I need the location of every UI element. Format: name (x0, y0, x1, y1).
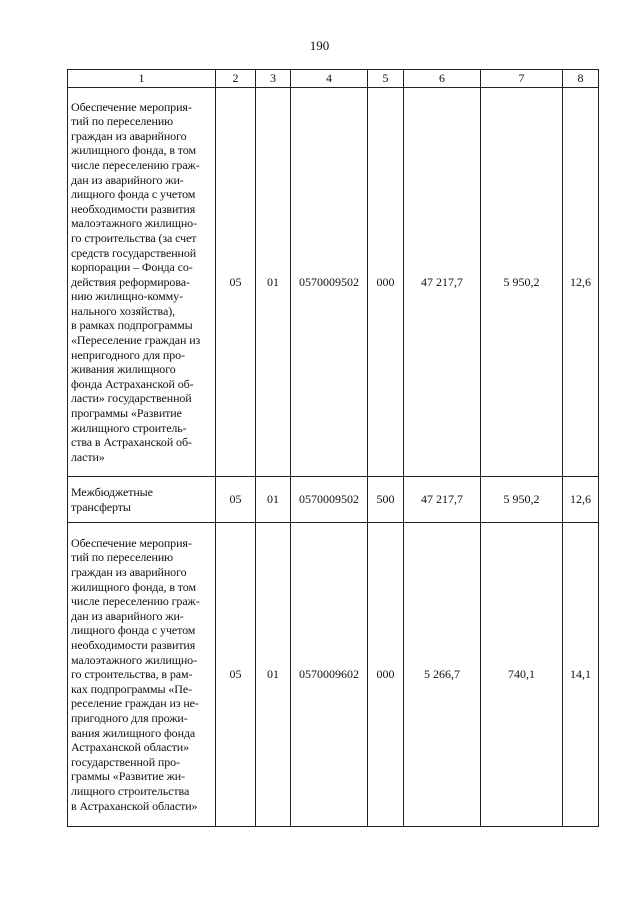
description-line: тий по переселению (71, 550, 174, 565)
description-line: живания жилищного (71, 362, 176, 377)
description-line: Астраханской области» (71, 740, 189, 755)
description-line: числе переселению граж- (71, 157, 200, 172)
description-line: малоэтажного жилищно- (71, 216, 197, 231)
description-line: корпорации – Фонда со- (71, 260, 193, 275)
description-line: малоэтажного жилищно- (71, 652, 197, 667)
description-line: действия реформирова- (71, 274, 190, 289)
description-line: го строительства (за счет (71, 230, 197, 245)
page-number: 190 (309, 38, 330, 53)
plan-cell: 47 217,7 (404, 477, 481, 523)
description-line: жилищного фонда, в том (71, 579, 196, 594)
header-cell-5: 5 (368, 70, 404, 88)
subsection-cell: 01 (256, 477, 291, 523)
description-line: в рамках подпрограммы (71, 318, 193, 333)
expense-type-cell: 500 (368, 477, 404, 523)
table-row (68, 523, 599, 827)
header-row (68, 70, 599, 88)
plan-cell: 47 217,7 (404, 88, 481, 477)
plan-cell: 5 266,7 (404, 523, 481, 827)
description-line: жилищного фонда, в том (71, 143, 196, 158)
actual-cell: 5 950,2 (481, 477, 563, 523)
header-cell-3: 3 (256, 70, 291, 88)
section-cell: 05 (216, 88, 256, 477)
description-line: ласти» (71, 449, 105, 464)
subsection-cell: 01 (256, 88, 291, 477)
actual-cell: 5 950,2 (481, 88, 563, 477)
subsection-cell: 01 (256, 523, 291, 827)
target-article-cell: 0570009502 (291, 477, 368, 523)
description-line: фонда Астраханской об- (71, 376, 194, 391)
description-line: тий по переселению (71, 114, 174, 129)
description-line: вания жилищного фонда (71, 725, 196, 740)
description-line: Обеспечение мероприя- (71, 99, 192, 114)
header-cell-4: 4 (291, 70, 368, 88)
description-line: «Переселение граждан из (71, 333, 201, 348)
percent-cell: 14,1 (563, 523, 599, 827)
description-line: необходимости развития (71, 638, 196, 653)
description-line: необходимости развития (71, 201, 196, 216)
expense-type-cell: 000 (368, 88, 404, 477)
description-line: граждан из аварийного (71, 565, 187, 580)
description-line: пригодного для прожи- (71, 710, 188, 725)
expense-type-cell: 000 (368, 523, 404, 827)
description-line: трансферты (71, 499, 131, 514)
description-cell (68, 523, 216, 827)
description-line: жилищного строитель- (71, 420, 187, 435)
description-line: непригодного для про- (71, 347, 185, 362)
description-line: нального хозяйства), (71, 303, 175, 318)
table-row (68, 88, 599, 477)
budget-table (67, 69, 599, 827)
description-line: лищного строительства (71, 783, 190, 798)
target-article-cell: 0570009602 (291, 523, 368, 827)
description-cell (68, 88, 216, 477)
header-cell-8: 8 (563, 70, 599, 88)
header-cell-7: 7 (481, 70, 563, 88)
description-line: го строительства, в рам- (71, 667, 193, 682)
description-line: ласти» государственной (71, 391, 192, 406)
description-line: дан из аварийного жи- (71, 608, 184, 623)
description-line: Межбюджетные (71, 484, 153, 499)
percent-cell: 12,6 (563, 477, 599, 523)
header-cell-2: 2 (216, 70, 256, 88)
header-cell-6: 6 (404, 70, 481, 88)
description-cell (68, 477, 216, 523)
description-line: Обеспечение мероприя- (71, 535, 192, 550)
section-cell: 05 (216, 477, 256, 523)
target-article-cell: 0570009502 (291, 88, 368, 477)
description-line: лищного фонда с учетом (71, 623, 196, 638)
description-line: в Астраханской области» (71, 798, 198, 813)
description-line: ства в Астраханской об- (71, 435, 192, 450)
description-line: программы «Развитие (71, 406, 182, 421)
table-row (68, 477, 599, 523)
description-line: реселение граждан из не- (71, 696, 199, 711)
percent-cell: 12,6 (563, 88, 599, 477)
description-line: дан из аварийного жи- (71, 172, 184, 187)
description-line: ках подпрограммы «Пе- (71, 681, 192, 696)
description-line: числе переселению граж- (71, 594, 200, 609)
description-line: государственной про- (71, 754, 180, 769)
section-cell: 05 (216, 523, 256, 827)
actual-cell: 740,1 (481, 523, 563, 827)
description-line: лищного фонда с учетом (71, 187, 196, 202)
description-line: нию жилищно-комму- (71, 289, 183, 304)
description-line: средств государственной (71, 245, 197, 260)
header-cell-1: 1 (68, 70, 216, 88)
description-line: граждан из аварийного (71, 128, 187, 143)
description-line: граммы «Развитие жи- (71, 769, 186, 784)
